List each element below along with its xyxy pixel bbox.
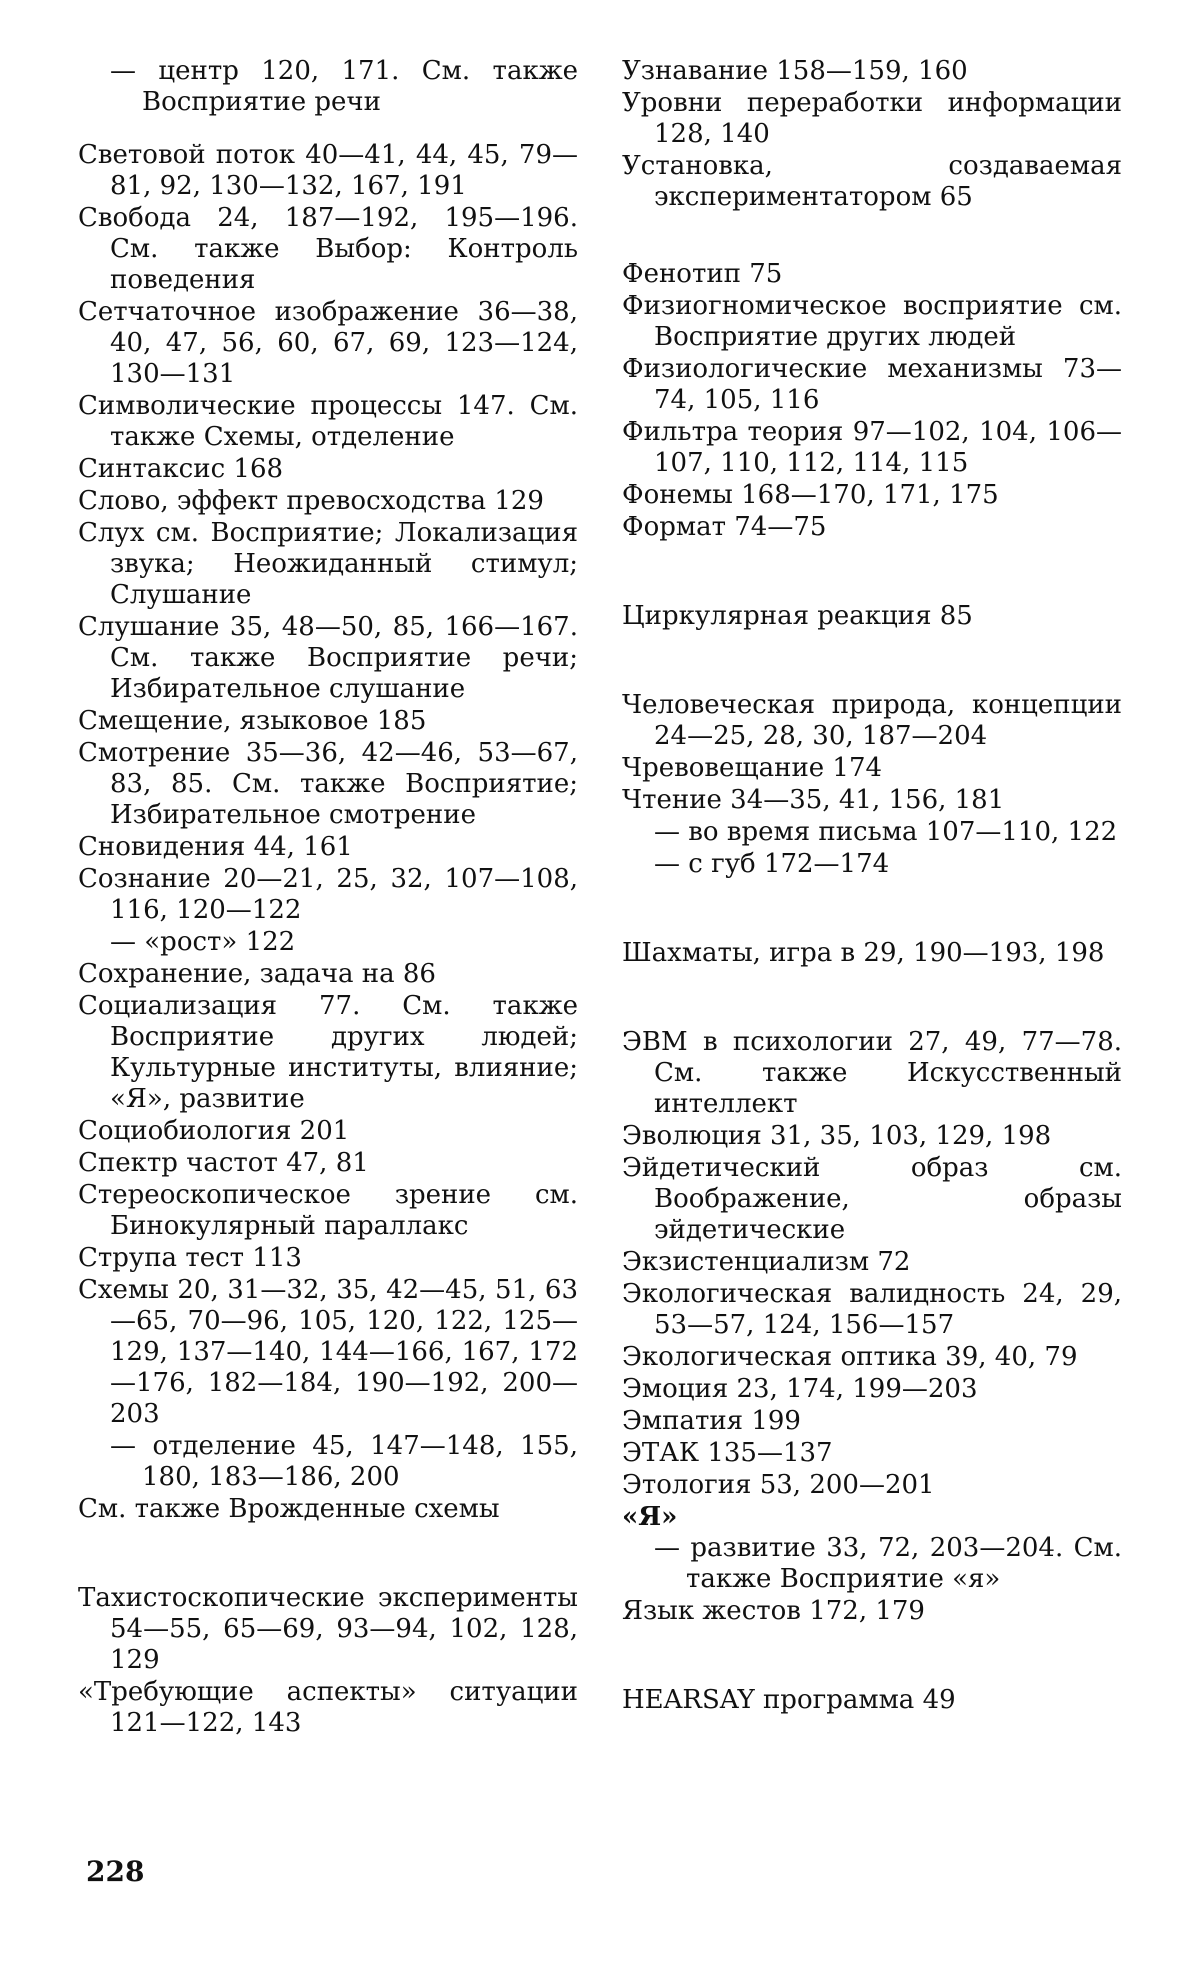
index-entry: Чревовещание 174: [622, 753, 1122, 784]
index-entry: Свобода 24, 187—192, 195—196. См. также Выбор: Контроль поведения: [78, 203, 578, 296]
index-column-left: [78, 56, 578, 1740]
index-entry: Слово, эффект превосходства 129: [78, 486, 578, 517]
index-column-right: [622, 56, 1122, 1717]
index-entry: Стереоскопическое зрение см. Бинокулярный параллакс: [78, 1180, 578, 1242]
index-entry: Тахистоскопические эксперименты 54—55, 65—69, 93—94, 102, 128, 129: [78, 1583, 578, 1676]
index-entry: Циркулярная реакция 85: [622, 601, 1122, 632]
index-subentry: — развитие 33, 72, 203—204. См. также Восприятие «я»: [622, 1533, 1122, 1595]
index-entry: Экологическая оптика 39, 40, 79: [622, 1342, 1122, 1373]
index-entry: Уровни переработки информации 128, 140: [622, 88, 1122, 150]
index-entry: Эволюция 31, 35, 103, 129, 198: [622, 1121, 1122, 1152]
index-entry: См. также Врожденные схемы: [78, 1494, 578, 1525]
index-entry: Чтение 34—35, 41, 156, 181: [622, 785, 1122, 816]
page-number: 228: [86, 1855, 144, 1888]
index-entry: Синтаксис 168: [78, 454, 578, 485]
index-entry: «Требующие аспекты» ситуации 121—122, 143: [78, 1677, 578, 1739]
index-subentry: — с губ 172—174: [622, 849, 1122, 880]
index-letter-heading: «Я»: [622, 1502, 1122, 1533]
index-entry: Эмоция 23, 174, 199—203: [622, 1374, 1122, 1405]
index-entry: Схемы 20, 31—32, 35, 42—45, 51, 63—65, 70—96, 105, 120, 122, 125—129, 137—140, 144—166, 167, 172—176, 182—184, 190—192, 200—203: [78, 1275, 578, 1430]
index-entry: Формат 74—75: [622, 512, 1122, 543]
index-entry: Символические процессы 147. См. также Схемы, отделение: [78, 391, 578, 453]
index-entry: Социализация 77. См. также Восприятие других людей; Культурные институты, влияние; «Я», развитие: [78, 991, 578, 1115]
index-entry: Физиогномическое восприятие см. Восприятие других людей: [622, 291, 1122, 353]
index-entry: Шахматы, игра в 29, 190—193, 198: [622, 938, 1122, 969]
index-entry: Слух см. Восприятие; Локализация звука; Неожиданный стимул; Слушание: [78, 518, 578, 611]
index-subentry: — отделение 45, 147—148, 155, 180, 183—186, 200: [78, 1431, 578, 1493]
index-entry: Эйдетический образ см. Воображение, образы эйдетические: [622, 1153, 1122, 1246]
index-entry: Сетчаточное изображение 36—38, 40, 47, 56, 60, 67, 69, 123—124, 130—131: [78, 297, 578, 390]
index-entry: ЭТАК 135—137: [622, 1438, 1122, 1469]
index-entry: Слушание 35, 48—50, 85, 166—167. См. также Восприятие речи; Избирательное слушание: [78, 612, 578, 705]
index-entry: Человеческая природа, концепции 24—25, 28, 30, 187—204: [622, 690, 1122, 752]
index-entry: Сознание 20—21, 25, 32, 107—108, 116, 120—122: [78, 864, 578, 926]
index-entry: Физиологические механизмы 73—74, 105, 116: [622, 354, 1122, 416]
index-entry: Смещение, языковое 185: [78, 706, 578, 737]
index-page: [0, 0, 1200, 1980]
index-entry: ЭВМ в психологии 27, 49, 77—78. См. также Искусственный интеллект: [622, 1027, 1122, 1120]
index-subentry: — центр 120, 171. См. также Восприятие речи: [78, 56, 578, 118]
index-entry: Сохранение, задача на 86: [78, 959, 578, 990]
index-entry: Струпа тест 113: [78, 1243, 578, 1274]
index-entry: Экзистенциализм 72: [622, 1247, 1122, 1278]
index-entry: Установка, создаваемая экспериментатором 65: [622, 151, 1122, 213]
index-entry: Сновидения 44, 161: [78, 832, 578, 863]
index-entry: Этология 53, 200—201: [622, 1470, 1122, 1501]
index-entry: Спектр частот 47, 81: [78, 1148, 578, 1179]
index-entry: Фильтра теория 97—102, 104, 106—107, 110, 112, 114, 115: [622, 417, 1122, 479]
index-entry: Эмпатия 199: [622, 1406, 1122, 1437]
index-subentry: — во время письма 107—110, 122: [622, 817, 1122, 848]
index-entry: HEARSAY программа 49: [622, 1685, 1122, 1716]
index-entry: Социобиология 201: [78, 1116, 578, 1147]
index-entry: Узнавание 158—159, 160: [622, 56, 1122, 87]
index-entry: Фонемы 168—170, 171, 175: [622, 480, 1122, 511]
index-entry: Экологическая валидность 24, 29, 53—57, 124, 156—157: [622, 1279, 1122, 1341]
index-entry: Смотрение 35—36, 42—46, 53—67, 83, 85. См. также Восприятие; Избирательное смотрение: [78, 738, 578, 831]
index-entry: Язык жестов 172, 179: [622, 1596, 1122, 1627]
index-entry: Фенотип 75: [622, 259, 1122, 290]
index-entry: Световой поток 40—41, 44, 45, 79—81, 92, 130—132, 167, 191: [78, 140, 578, 202]
index-subentry: — «рост» 122: [78, 927, 578, 958]
